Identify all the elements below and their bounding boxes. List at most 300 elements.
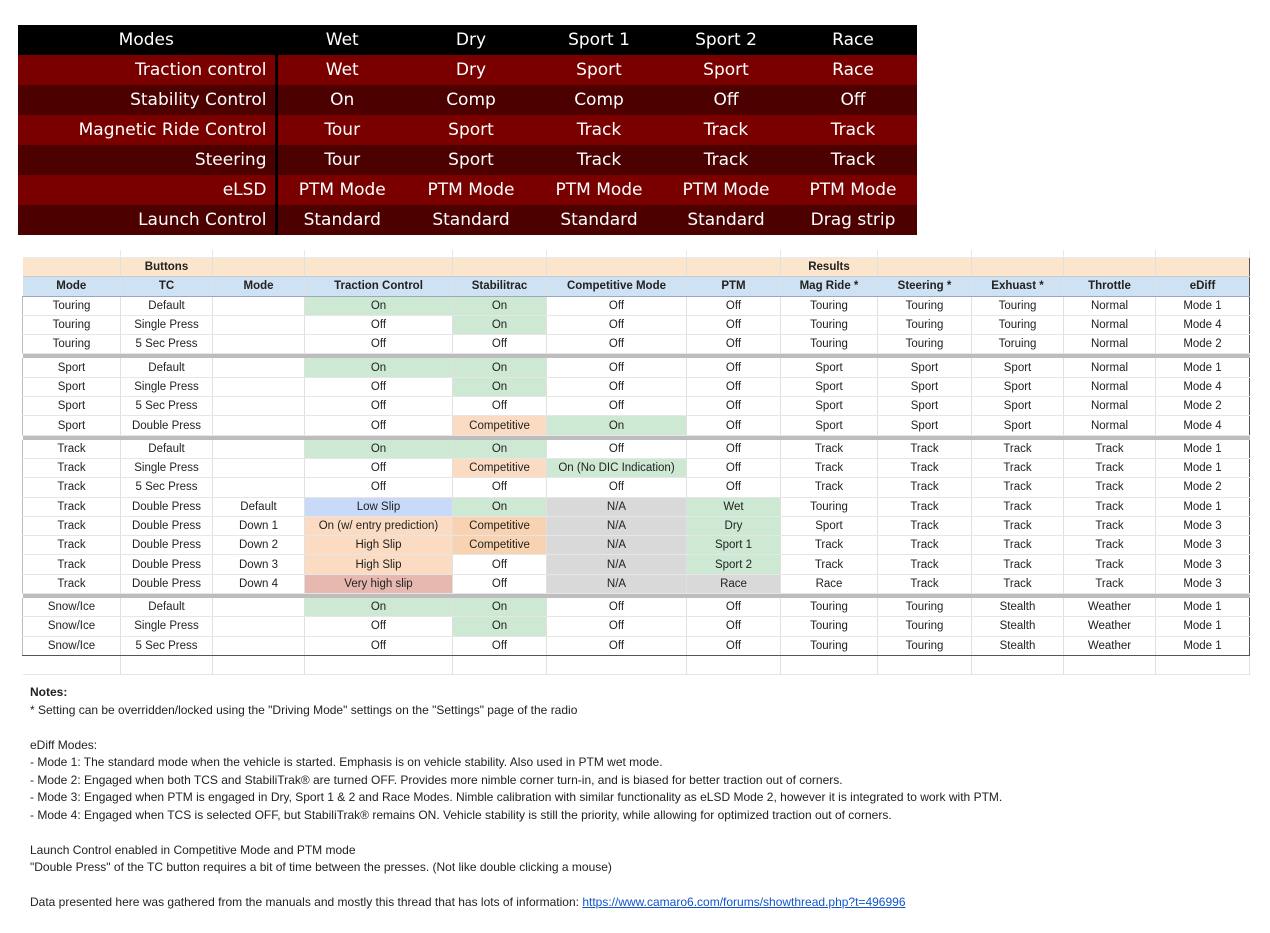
table-cell[interactable]: Sport 1 xyxy=(687,536,781,555)
table-cell[interactable]: Normal xyxy=(1064,315,1156,334)
table-cell[interactable] xyxy=(213,315,305,334)
table-cell[interactable]: Competitive xyxy=(453,458,547,477)
table-row xyxy=(23,377,1250,396)
table-cell[interactable] xyxy=(213,358,305,377)
table-cell[interactable]: Mode 1 xyxy=(1156,296,1250,315)
ediff-mode-3: - Mode 3: Engaged when PTM is engaged in Dry, Sport 1 & 2 and Race Modes. Nimble calibration with similar functionality as eLSD Mode 2, however it is integrated to work with PTM. xyxy=(30,790,1003,804)
table-cell[interactable]: Off xyxy=(305,478,453,497)
table-cell[interactable]: Track xyxy=(1064,497,1156,516)
table-cell[interactable]: Weather xyxy=(1064,598,1156,617)
table-cell[interactable]: Touring xyxy=(781,315,878,334)
column-header-row xyxy=(23,277,1250,296)
table-cell[interactable]: Touring xyxy=(781,598,878,617)
table-cell[interactable]: Toruing xyxy=(972,335,1064,354)
table-cell[interactable]: Stealth xyxy=(972,636,1064,655)
table-cell[interactable]: Track xyxy=(23,516,121,535)
table-cell[interactable]: Off xyxy=(305,458,453,477)
table-cell[interactable]: Off xyxy=(305,416,453,435)
table-cell[interactable]: Touring xyxy=(781,636,878,655)
table-cell[interactable]: Touring xyxy=(878,296,972,315)
top-strip xyxy=(23,250,1250,258)
table-cell[interactable]: Race xyxy=(781,574,878,593)
table-cell[interactable]: Mode 3 xyxy=(1156,536,1250,555)
table-cell[interactable]: Track xyxy=(878,440,972,459)
table-cell[interactable]: N/A xyxy=(547,536,687,555)
driving-modes-sheet xyxy=(22,250,1250,675)
table-cell[interactable]: Track xyxy=(23,478,121,497)
table-cell[interactable]: Sport xyxy=(972,416,1064,435)
table-row xyxy=(23,617,1250,636)
modes-cell: Dry xyxy=(407,55,535,85)
table-cell[interactable]: Track xyxy=(972,574,1064,593)
table-cell[interactable] xyxy=(213,617,305,636)
table-cell[interactable]: Off xyxy=(305,636,453,655)
table-cell[interactable]: Wet xyxy=(687,497,781,516)
table-cell[interactable]: Single Press xyxy=(121,315,213,334)
table-cell[interactable]: Sport xyxy=(972,397,1064,416)
table-row xyxy=(23,555,1250,574)
modes-cell: Off xyxy=(789,85,917,115)
group-header-row xyxy=(23,258,1250,277)
table-cell[interactable]: Sport xyxy=(972,377,1064,396)
column-header: PTM xyxy=(687,277,781,296)
setting-note: * Setting can be overridden/locked using the "Driving Mode" settings on the "Settings" page of the radio xyxy=(30,702,578,717)
table-cell[interactable]: Sport xyxy=(23,397,121,416)
table-cell[interactable]: Off xyxy=(547,377,687,396)
table-cell[interactable]: Off xyxy=(305,617,453,636)
column-header: eDiff xyxy=(1156,277,1250,296)
table-cell[interactable]: On xyxy=(305,440,453,459)
table-cell[interactable]: Normal xyxy=(1064,397,1156,416)
table-cell[interactable]: Track xyxy=(23,458,121,477)
table-cell[interactable]: Track xyxy=(23,574,121,593)
table-cell[interactable]: 5 Sec Press xyxy=(121,335,213,354)
table-cell[interactable]: Sport xyxy=(781,377,878,396)
modes-cell: PTM Mode xyxy=(789,175,917,205)
group-buttons: Buttons xyxy=(121,258,213,277)
table-cell[interactable]: Competitive xyxy=(453,536,547,555)
table-cell[interactable]: Off xyxy=(687,416,781,435)
table-cell[interactable]: On xyxy=(453,497,547,516)
table-cell[interactable]: Off xyxy=(453,335,547,354)
mode-column-header: Race xyxy=(789,25,917,55)
table-cell[interactable]: Track xyxy=(878,458,972,477)
modes-cell: Standard xyxy=(535,205,663,235)
table-cell[interactable]: Track xyxy=(1064,574,1156,593)
table-cell[interactable]: Very high slip xyxy=(305,574,453,593)
table-cell[interactable]: Off xyxy=(547,296,687,315)
table-cell[interactable] xyxy=(213,478,305,497)
table-cell[interactable]: Track xyxy=(1064,458,1156,477)
table-cell[interactable]: Down 4 xyxy=(213,574,305,593)
modes-cell: Off xyxy=(663,85,789,115)
table-cell[interactable]: Touring xyxy=(972,296,1064,315)
ediff-mode-1: - Mode 1: The standard mode when the vehicle is started. Emphasis is on vehicle stability. Also used in PTM wet mode. xyxy=(30,755,663,769)
table-cell[interactable]: Default xyxy=(121,296,213,315)
table-cell[interactable]: Touring xyxy=(878,335,972,354)
table-cell[interactable]: Mode 1 xyxy=(1156,458,1250,477)
table-cell[interactable]: Mode 4 xyxy=(1156,416,1250,435)
table-cell[interactable]: Sport xyxy=(972,358,1064,377)
table-cell[interactable]: Default xyxy=(121,598,213,617)
table-cell[interactable]: Track xyxy=(781,478,878,497)
modes-cell: Tour xyxy=(276,115,407,145)
table-cell[interactable]: Normal xyxy=(1064,335,1156,354)
modes-cell: Standard xyxy=(276,205,407,235)
table-cell[interactable]: On xyxy=(453,296,547,315)
table-cell[interactable]: Off xyxy=(453,574,547,593)
table-cell[interactable]: Track xyxy=(23,536,121,555)
table-cell[interactable]: Double Press xyxy=(121,574,213,593)
table-cell[interactable]: Single Press xyxy=(121,617,213,636)
table-cell[interactable]: On xyxy=(453,440,547,459)
table-cell[interactable]: Default xyxy=(213,497,305,516)
table-row xyxy=(23,315,1250,334)
table-cell[interactable]: Sport xyxy=(23,377,121,396)
empty-row xyxy=(23,655,1250,674)
table-cell[interactable]: On (w/ entry prediction) xyxy=(305,516,453,535)
notes-section xyxy=(30,684,1250,912)
table-cell[interactable]: Normal xyxy=(1064,377,1156,396)
table-cell[interactable]: Off xyxy=(687,598,781,617)
table-cell[interactable]: Off xyxy=(547,478,687,497)
modes-cell: PTM Mode xyxy=(535,175,663,205)
table-cell[interactable]: Off xyxy=(453,478,547,497)
table-cell[interactable]: Touring xyxy=(781,497,878,516)
modes-cell: Sport xyxy=(407,145,535,175)
table-cell[interactable]: Sport xyxy=(878,358,972,377)
table-cell[interactable]: Mode 2 xyxy=(1156,397,1250,416)
table-cell[interactable]: Default xyxy=(121,440,213,459)
table-cell[interactable]: Single Press xyxy=(121,458,213,477)
mode-column-header: Sport 1 xyxy=(535,25,663,55)
table-cell[interactable]: Touring xyxy=(878,315,972,334)
table-cell[interactable]: Mode 2 xyxy=(1156,335,1250,354)
table-cell[interactable] xyxy=(213,440,305,459)
table-cell[interactable]: Track xyxy=(1064,555,1156,574)
table-cell[interactable]: Weather xyxy=(1064,617,1156,636)
table-cell[interactable]: N/A xyxy=(547,574,687,593)
table-cell[interactable]: Track xyxy=(781,440,878,459)
table-row xyxy=(23,397,1250,416)
table-cell[interactable]: Sport xyxy=(878,377,972,396)
table-cell[interactable] xyxy=(213,377,305,396)
table-cell[interactable]: Mode 1 xyxy=(1156,440,1250,459)
modes-cell: PTM Mode xyxy=(276,175,407,205)
table-cell[interactable]: Sport xyxy=(781,397,878,416)
table-cell[interactable]: Track xyxy=(972,516,1064,535)
table-cell[interactable]: Mode 3 xyxy=(1156,516,1250,535)
table-cell[interactable]: 5 Sec Press xyxy=(121,636,213,655)
table-cell[interactable]: Off xyxy=(547,358,687,377)
table-cell[interactable]: Off xyxy=(687,377,781,396)
table-cell[interactable]: Low Slip xyxy=(305,497,453,516)
table-cell[interactable] xyxy=(213,458,305,477)
table-row xyxy=(23,440,1250,459)
table-cell[interactable]: Off xyxy=(687,617,781,636)
table-cell[interactable]: Sport xyxy=(781,516,878,535)
table-cell[interactable]: Touring xyxy=(781,617,878,636)
table-cell[interactable]: Track xyxy=(23,555,121,574)
table-cell[interactable]: Stealth xyxy=(972,617,1064,636)
table-cell[interactable]: Double Press xyxy=(121,497,213,516)
table-cell[interactable]: Mode 4 xyxy=(1156,315,1250,334)
table-cell[interactable]: Track xyxy=(1064,478,1156,497)
table-cell[interactable]: Mode 4 xyxy=(1156,377,1250,396)
table-cell[interactable]: Normal xyxy=(1064,416,1156,435)
table-cell[interactable]: 5 Sec Press xyxy=(121,397,213,416)
table-cell[interactable]: Mode 1 xyxy=(1156,358,1250,377)
table-cell[interactable] xyxy=(213,397,305,416)
table-row xyxy=(23,478,1250,497)
table-cell[interactable]: On xyxy=(453,598,547,617)
source-note xyxy=(30,894,1250,912)
modes-cell: Track xyxy=(789,145,917,175)
table-cell[interactable]: Sport xyxy=(781,416,878,435)
table-cell[interactable]: Off xyxy=(687,440,781,459)
table-cell[interactable]: Down 2 xyxy=(213,536,305,555)
table-cell[interactable]: Off xyxy=(687,296,781,315)
table-cell[interactable]: Off xyxy=(547,335,687,354)
table-cell[interactable]: Off xyxy=(547,440,687,459)
table-cell[interactable]: Normal xyxy=(1064,296,1156,315)
table-cell[interactable]: Track xyxy=(972,478,1064,497)
table-cell[interactable]: Off xyxy=(453,397,547,416)
table-cell[interactable]: Touring xyxy=(878,617,972,636)
table-cell[interactable]: Snow/Ice xyxy=(23,598,121,617)
table-cell[interactable]: Off xyxy=(453,555,547,574)
table-cell[interactable]: Default xyxy=(121,358,213,377)
table-cell[interactable] xyxy=(213,598,305,617)
table-cell[interactable]: Sport xyxy=(878,416,972,435)
modes-cell: Track xyxy=(535,145,663,175)
mode-column-header: Wet xyxy=(276,25,407,55)
modes-cell: Track xyxy=(663,145,789,175)
modes-cell: Comp xyxy=(407,85,535,115)
table-cell[interactable]: Touring xyxy=(23,335,121,354)
table-cell[interactable]: Sport xyxy=(23,416,121,435)
table-cell[interactable]: Sport xyxy=(23,358,121,377)
modes-row-label: Magnetic Ride Control xyxy=(18,115,276,145)
table-cell[interactable]: On xyxy=(453,358,547,377)
table-cell[interactable]: Dry xyxy=(687,516,781,535)
column-header: Traction Control xyxy=(305,277,453,296)
modes-header-label: Modes xyxy=(18,25,276,55)
modes-cell: Drag strip xyxy=(789,205,917,235)
table-cell[interactable]: On xyxy=(453,315,547,334)
modes-row xyxy=(18,175,917,205)
table-cell[interactable]: 5 Sec Press xyxy=(121,478,213,497)
modes-cell: Comp xyxy=(535,85,663,115)
table-cell[interactable]: Track xyxy=(1064,516,1156,535)
table-cell[interactable]: Track xyxy=(781,536,878,555)
table-cell[interactable]: Double Press xyxy=(121,516,213,535)
table-cell[interactable]: On xyxy=(305,598,453,617)
table-cell[interactable]: Track xyxy=(781,555,878,574)
modes-row xyxy=(18,205,917,235)
column-header: Throttle xyxy=(1064,277,1156,296)
table-cell[interactable]: Race xyxy=(687,574,781,593)
table-cell[interactable]: Competitive xyxy=(453,416,547,435)
table-cell[interactable]: Mode 3 xyxy=(1156,574,1250,593)
source-prefix: Data presented here was gathered from the manuals and mostly this thread that has lots of information: xyxy=(30,895,583,909)
table-cell[interactable] xyxy=(213,636,305,655)
table-cell[interactable]: On xyxy=(453,377,547,396)
table-cell[interactable]: Track xyxy=(972,497,1064,516)
column-header: TC xyxy=(121,277,213,296)
table-cell[interactable]: Down 3 xyxy=(213,555,305,574)
table-cell[interactable]: Off xyxy=(305,315,453,334)
modes-cell: PTM Mode xyxy=(407,175,535,205)
modes-row-label: Traction control xyxy=(18,55,276,85)
column-header: Steering * xyxy=(878,277,972,296)
table-cell[interactable]: Normal xyxy=(1064,358,1156,377)
table-cell[interactable]: Stealth xyxy=(972,598,1064,617)
modes-cell: Sport xyxy=(663,55,789,85)
column-header: Mag Ride * xyxy=(781,277,878,296)
table-cell[interactable]: Track xyxy=(878,555,972,574)
modes-row xyxy=(18,85,917,115)
modes-row xyxy=(18,55,917,85)
table-cell[interactable]: Track xyxy=(878,536,972,555)
table-cell[interactable]: Off xyxy=(687,636,781,655)
table-cell[interactable]: Double Press xyxy=(121,536,213,555)
modes-cell: Standard xyxy=(663,205,789,235)
modes-row-label: Launch Control xyxy=(18,205,276,235)
group-results: Results xyxy=(781,258,878,277)
modes-cell: Race xyxy=(789,55,917,85)
modes-header-row xyxy=(18,25,917,55)
table-row xyxy=(23,458,1250,477)
table-cell[interactable]: Track xyxy=(1064,440,1156,459)
modes-row-label: eLSD xyxy=(18,175,276,205)
table-cell[interactable]: Off xyxy=(547,315,687,334)
table-cell[interactable]: On (No DIC Indication) xyxy=(547,458,687,477)
table-cell[interactable]: Track xyxy=(1064,536,1156,555)
table-cell[interactable]: On xyxy=(547,416,687,435)
table-cell[interactable]: Off xyxy=(687,335,781,354)
table-cell[interactable]: Off xyxy=(687,458,781,477)
table-cell[interactable]: Weather xyxy=(1064,636,1156,655)
table-cell[interactable]: Track xyxy=(972,536,1064,555)
table-cell[interactable]: Off xyxy=(453,636,547,655)
table-cell[interactable]: High Slip xyxy=(305,536,453,555)
table-cell[interactable]: Double Press xyxy=(121,416,213,435)
table-cell[interactable]: Off xyxy=(687,358,781,377)
table-cell[interactable]: Snow/Ice xyxy=(23,617,121,636)
table-row xyxy=(23,497,1250,516)
table-cell[interactable]: Track xyxy=(972,458,1064,477)
modes-cell: Track xyxy=(663,115,789,145)
table-cell[interactable]: Double Press xyxy=(121,555,213,574)
modes-cell: Sport xyxy=(535,55,663,85)
modes-row xyxy=(18,115,917,145)
table-cell[interactable]: Off xyxy=(305,335,453,354)
table-cell[interactable]: Track xyxy=(878,478,972,497)
table-cell[interactable]: Sport xyxy=(878,397,972,416)
table-cell[interactable]: On xyxy=(453,617,547,636)
table-cell[interactable]: On xyxy=(305,358,453,377)
table-cell[interactable]: Sport xyxy=(781,358,878,377)
table-cell[interactable]: On xyxy=(305,296,453,315)
table-cell[interactable]: Single Press xyxy=(121,377,213,396)
table-cell[interactable]: Snow/Ice xyxy=(23,636,121,655)
table-cell[interactable]: Off xyxy=(547,617,687,636)
table-cell[interactable]: Mode 1 xyxy=(1156,636,1250,655)
table-cell[interactable]: High Slip xyxy=(305,555,453,574)
table-cell[interactable]: Off xyxy=(687,397,781,416)
table-cell[interactable]: Mode 1 xyxy=(1156,497,1250,516)
table-row xyxy=(23,358,1250,377)
table-row xyxy=(23,598,1250,617)
modes-cell: Tour xyxy=(276,145,407,175)
notes-title: Notes: xyxy=(30,685,68,699)
table-cell[interactable]: Off xyxy=(687,315,781,334)
table-cell[interactable]: Off xyxy=(547,636,687,655)
ediff-mode-2: - Mode 2: Engaged when both TCS and StabiliTrak® are turned OFF. Provides more nimble corner turn-in, and is biased for better traction out of corners. xyxy=(30,772,843,787)
mode-column-header: Sport 2 xyxy=(663,25,789,55)
table-row xyxy=(23,416,1250,435)
table-cell[interactable]: Competitive xyxy=(453,516,547,535)
table-cell[interactable]: Mode 1 xyxy=(1156,617,1250,636)
table-cell[interactable] xyxy=(213,416,305,435)
table-cell[interactable] xyxy=(213,296,305,315)
table-cell[interactable]: Mode 2 xyxy=(1156,478,1250,497)
table-cell[interactable] xyxy=(213,335,305,354)
table-cell[interactable]: Track xyxy=(878,516,972,535)
table-cell[interactable]: Off xyxy=(305,377,453,396)
table-cell[interactable]: Track xyxy=(23,497,121,516)
table-row xyxy=(23,335,1250,354)
table-cell[interactable]: Touring xyxy=(781,296,878,315)
table-cell[interactable]: Off xyxy=(547,397,687,416)
table-cell[interactable]: Mode 1 xyxy=(1156,598,1250,617)
modes-cell: Track xyxy=(789,115,917,145)
table-cell[interactable]: N/A xyxy=(547,497,687,516)
table-cell[interactable]: Touring xyxy=(781,335,878,354)
source-link[interactable]: https://www.camaro6.com/forums/showthread.php?t=496996 xyxy=(582,895,906,909)
table-row xyxy=(23,536,1250,555)
table-cell[interactable]: Track xyxy=(972,555,1064,574)
table-row xyxy=(23,516,1250,535)
table-cell[interactable]: Touring xyxy=(878,636,972,655)
table-row xyxy=(23,296,1250,315)
table-cell[interactable]: Touring xyxy=(972,315,1064,334)
table-cell[interactable]: Off xyxy=(305,397,453,416)
modes-cell: On xyxy=(276,85,407,115)
double-press-note: "Double Press" of the TC button requires a bit of time between the presses. (Not like double clicking a mouse) xyxy=(30,860,612,874)
column-header: Mode xyxy=(213,277,305,296)
table-cell[interactable]: Down 1 xyxy=(213,516,305,535)
table-cell[interactable]: Track xyxy=(781,458,878,477)
table-cell[interactable]: Track xyxy=(972,440,1064,459)
table-cell[interactable]: Touring xyxy=(23,315,121,334)
column-header: Exhuast * xyxy=(972,277,1064,296)
ediff-mode-4: - Mode 4: Engaged when TCS is selected OFF, but StabiliTrak® remains ON. Vehicle stability is still the priority, while allowing for optimized traction out of corners. xyxy=(30,807,892,822)
table-cell[interactable]: Track xyxy=(23,440,121,459)
table-cell[interactable]: Touring xyxy=(878,598,972,617)
table-cell[interactable]: Mode 3 xyxy=(1156,555,1250,574)
table-cell[interactable]: Sport 2 xyxy=(687,555,781,574)
table-cell[interactable]: Touring xyxy=(23,296,121,315)
table-cell[interactable]: N/A xyxy=(547,555,687,574)
table-cell[interactable]: Track xyxy=(878,497,972,516)
table-cell[interactable]: Off xyxy=(687,478,781,497)
table-cell[interactable]: Track xyxy=(878,574,972,593)
table-cell[interactable]: N/A xyxy=(547,516,687,535)
column-header: Stabilitrac xyxy=(453,277,547,296)
table-cell[interactable]: Off xyxy=(547,598,687,617)
